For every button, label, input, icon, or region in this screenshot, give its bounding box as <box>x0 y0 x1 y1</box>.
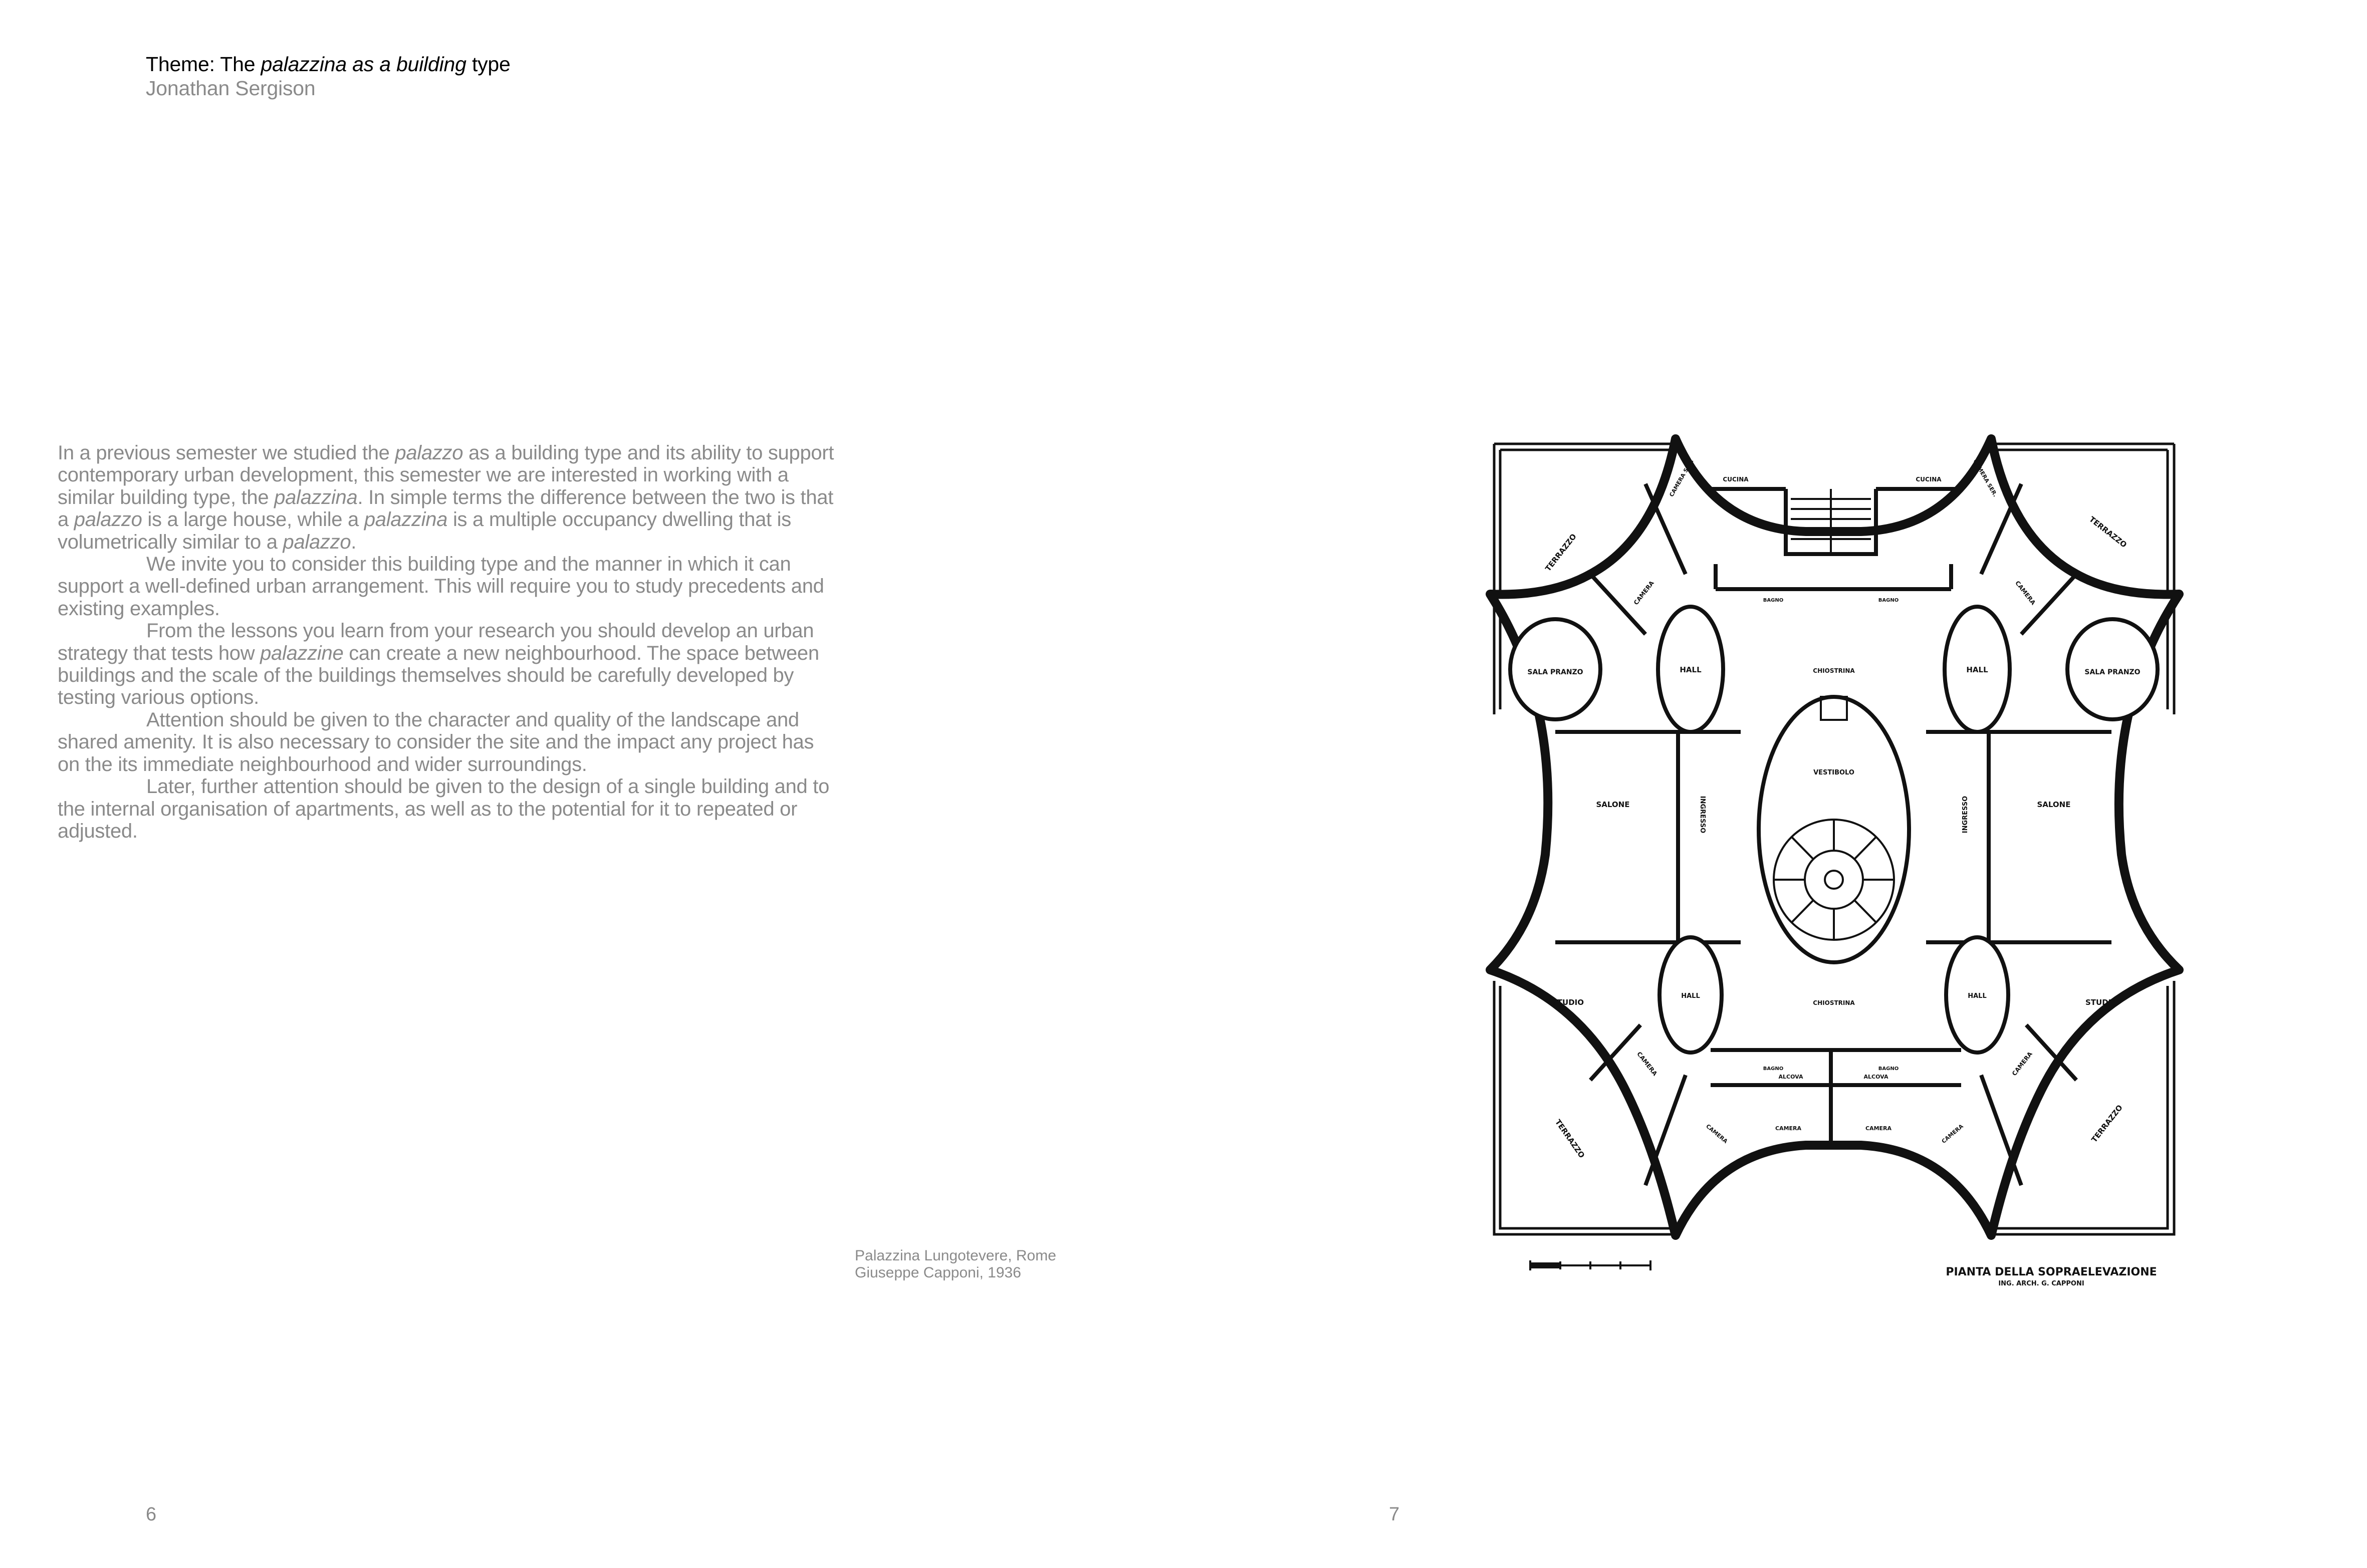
label-salone-l: SALONE <box>1596 800 1630 809</box>
title-prefix: Theme: The <box>146 53 261 76</box>
body-text <box>58 442 839 842</box>
label-sala-pranzo-r: SALA PRANZO <box>2084 668 2141 676</box>
label-salone-r: SALONE <box>2037 800 2071 809</box>
p3-italic: palazzine <box>260 642 344 664</box>
label-bagno-bl: BAGNO <box>1763 1066 1784 1072</box>
floor-plan-drawing <box>1480 424 2203 1286</box>
p1-text: . <box>351 531 357 553</box>
paragraph-1 <box>58 442 839 553</box>
label-hall-bl: HALL <box>1681 992 1700 1000</box>
p1-text: as a building type and its ability to support contemporary urban development, this semester we are interested in working with a similar building type, the <box>58 442 834 508</box>
paragraph-4: Attention should be given to the character and quality of the landscape and shared amenity. It is also necessary to consider the site and the impact any project has on the its immediate neighbourhood and wider surroundings. <box>58 708 814 775</box>
label-terrazzo-br: TERRAZZO <box>2089 1103 2124 1144</box>
p3-text: From the lessons you learn from your research you should develop an urban strategy that tests how <box>58 620 814 664</box>
label-chiostrina-b: CHIOSTRINA <box>1813 999 1855 1006</box>
plan-subtitle: ING. ARCH. G. CAPPONI <box>1998 1280 2084 1286</box>
p1-italic: palazzo <box>283 531 351 553</box>
p1-italic: palazzo <box>395 442 463 464</box>
label-camera-b1: CAMERA <box>1705 1123 1729 1145</box>
paragraph-2: We invite you to consider this building type and the manner in which it can support a well-defined urban arrangement. This will require you to study precedents and existing examples. <box>58 553 824 620</box>
label-bagno-tr: BAGNO <box>1878 598 1899 603</box>
p1-italic: palazzina <box>364 508 448 531</box>
p1-text: is a multiple occupancy dwelling that is volumetrically similar to a <box>58 508 791 553</box>
label-hall-br: HALL <box>1968 992 1987 1000</box>
page-number-right: 7 <box>1389 1504 1400 1525</box>
label-sala-pranzo-l: SALA PRANZO <box>1527 668 1583 676</box>
label-studio-r: STUDIO <box>2085 998 2117 1007</box>
paragraph-5: Later, further attention should be given to the design of a single building and to the internal organisation of apartments, as well as to the potential for it to repeated or adjusted. <box>58 775 830 842</box>
page-header <box>146 52 847 100</box>
label-cucina-r: CUCINA <box>1916 476 1942 483</box>
label-chiostrina-t: CHIOSTRINA <box>1813 667 1855 674</box>
p1-text: . In simple terms the difference between the two is that a <box>58 486 834 531</box>
label-camera-ser-l: CAMERA SER. <box>1668 458 1695 498</box>
title-italic: palazzina as a building <box>261 53 466 76</box>
label-studio-l: STUDIO <box>1552 998 1584 1007</box>
theme-title <box>146 52 847 76</box>
label-hall-tl: HALL <box>1680 665 1702 674</box>
caption-line-2: Giuseppe Capponi, 1936 <box>855 1264 1021 1281</box>
scale-bar <box>1530 1260 1650 1270</box>
p3-text: can create a new neighbourhood. The space between buildings and the scale of the buildings themselves should be carefully developed by testing various options. <box>58 642 819 709</box>
author-name: Jonathan Sergison <box>146 77 316 100</box>
p1-italic: palazzo <box>74 508 142 531</box>
label-camera-b2: CAMERA <box>1775 1125 1802 1132</box>
figure-caption <box>855 1247 1155 1281</box>
label-camera-b4: CAMERA <box>1940 1123 1965 1145</box>
label-camera-tr: CAMERA <box>2014 579 2037 607</box>
label-camera-b3: CAMERA <box>1865 1125 1892 1132</box>
label-vestibolo: VESTIBOLO <box>1813 769 1854 776</box>
p1-text: In a previous semester we studied the <box>58 442 395 464</box>
label-terrazzo-tl: TERRAZZO <box>1543 532 1578 573</box>
paragraph-3 <box>58 620 839 709</box>
label-camera-ser-r: CAMERA SER. <box>1972 458 1999 498</box>
label-ingresso-r: INGRESSO <box>1962 796 1969 834</box>
label-terrazzo-tr: TERRAZZO <box>2087 514 2128 550</box>
label-camera-bl: CAMERA <box>1635 1050 1659 1078</box>
p1-italic: palazzina <box>274 486 358 508</box>
title-suffix: type <box>466 53 511 76</box>
caption-line-1: Palazzina Lungotevere, Rome <box>855 1247 1056 1264</box>
label-camera-tl: CAMERA <box>1632 579 1655 607</box>
label-hall-tr: HALL <box>1966 665 1988 674</box>
label-alcova-r: ALCOVA <box>1863 1074 1888 1080</box>
label-alcova-l: ALCOVA <box>1778 1074 1803 1080</box>
plan-title: PIANTA DELLA SOPRAELEVAZIONE <box>1946 1266 2157 1278</box>
label-bagno-br: BAGNO <box>1878 1066 1899 1072</box>
p1-text: is a large house, while a <box>142 508 364 531</box>
label-cucina-l: CUCINA <box>1723 476 1749 483</box>
label-terrazzo-bl: TERRAZZO <box>1553 1118 1587 1160</box>
label-camera-br: CAMERA <box>2010 1050 2034 1078</box>
label-ingresso-l: INGRESSO <box>1699 796 1706 834</box>
label-bagno-tl: BAGNO <box>1763 598 1784 603</box>
page-number-left: 6 <box>146 1504 157 1525</box>
